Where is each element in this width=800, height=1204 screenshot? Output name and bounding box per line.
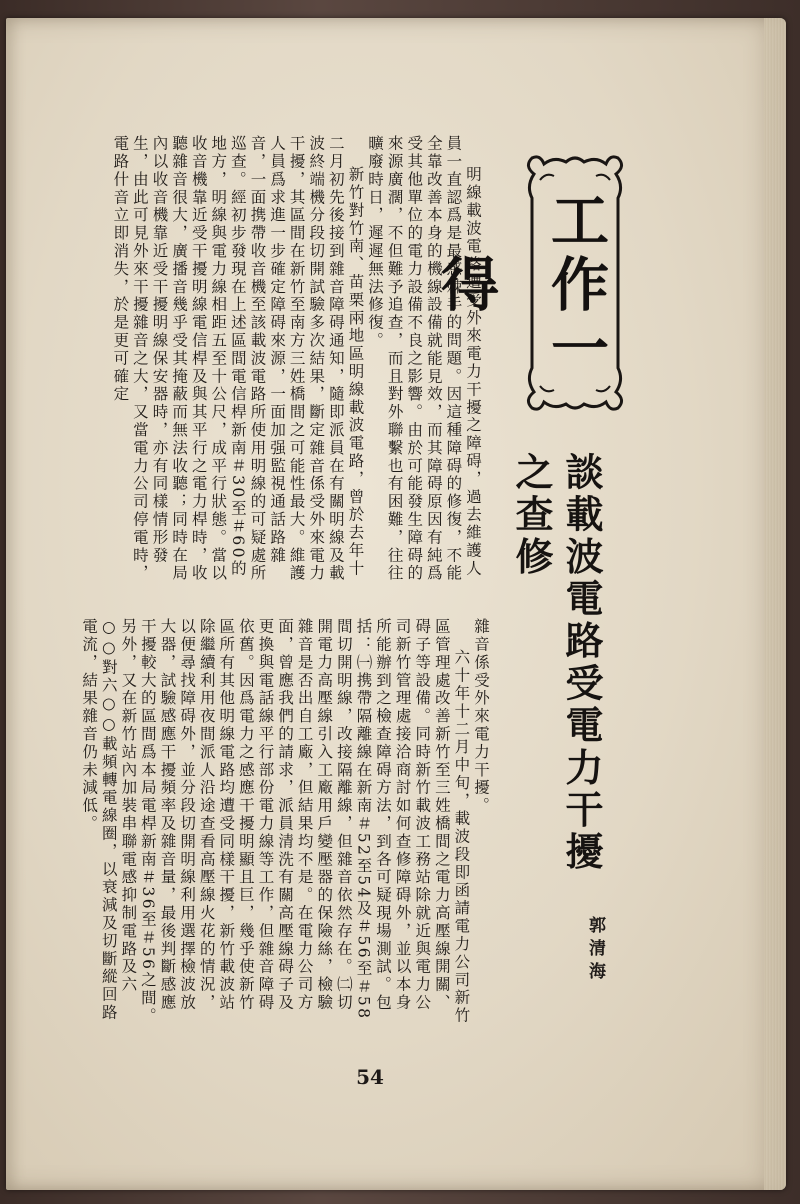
page-number: 54 (356, 1065, 384, 1089)
paragraph: 雜音係受外來電力干擾。 (472, 618, 490, 815)
paragraph: 六十年十二月中旬，載波段即函請電力公司新竹區管理處改善新竹至三姓橋間之電力高壓線開關、碍子等設備。同時新竹載波工務站除就近與電力公司新竹管理處接洽商討如何查修障碍外，並以本身所能辦到之檢查障碍方法，到各可疑現場測試。包括：㈠携帶隔離線在新南＃52至54及＃56至＃58間切開明線，改接隔離線，但雜音依然存在。㈡切開電力高壓線引入工廠用戶變壓器的保險絲，檢驗雜音是否出自工廠，但結果均不是。在電力公司方面，曾應我們的請求，派員清洗有關高壓線碍子及更換與電話線平行部份電力線等工作，但雜音障碍依舊。因爲電力之感應干擾明顯且巨，幾乎使新竹區所有其他明線電路均遭受同樣干擾，新竹載波站除繼續利用夜間派人沿途查看高壓線火花的情況，以便尋找障碍外，並分段切開明線利用選擇檢波放大器，試驗感應干擾頻率及雜音量，最後判斷感應干擾較大的區間爲本局電桿新南＃36至＃56之間。另外，又在新竹站內加裝串聯電感抑制電路及六○○對六○○載頻轉電線圈，以衰減及切斷縱回路電流，結果雜音仍未減低。 (80, 618, 471, 1026)
section-badge (431, 152, 630, 414)
article-body-bottom (58, 618, 490, 1028)
article-body-top (58, 135, 482, 590)
paragraph: 新竹對竹南、苗栗兩地區明線載波電路，曾於去年十二月初先後接到雜音障碍通知，隨即派員在有關明線及載波終端機分段切開試驗多次結果，斷定雜音係受外來電力干擾，其區間在新竹至南方三姓橋間之可能性最大。維護人員爲求進一步確定障碍來源，一面加强監視通話路雜音，一面携帶收音機至該載波電路所使用明線的可疑處所巡查。經初步發現在上述區間電信桿新南＃30至＃60的地方，明線與電力線相距五至十公尺，成平行狀態。當以收音機靠近受干擾明線電信桿及與其平行之電力桿時，收聽雜音很大，廣播音幾乎受其掩蔽而無法收聽；同時在局內以收音機靠近受干擾明線保安器時，亦有同樣情形發生，由此可見外來干擾雜音之大，又當電力公司停電時，電路什音立即消失，於是更可確定 (111, 135, 365, 583)
page-edge (764, 18, 786, 1190)
article-title: 談載波電路受電力干擾之查修 (509, 452, 603, 874)
paragraph: 明線載波電路遭受外來電力干擾之障碍，過去維護人員一直認爲是最感棘手的問題。因這種障碍的修復，不能全靠改善本身的機線設備就能見效，而其障碍原因有純爲受其他單位的電力設備不良之影響。由於可能發生障碍的來源廣濶，不但難予追查，而且對外聯繫也有困難，往往曠廢時日，遲遲無法修復。 (366, 135, 482, 583)
author-name: 郭清海 (585, 916, 605, 985)
section-title: 工作一得 (431, 190, 609, 382)
